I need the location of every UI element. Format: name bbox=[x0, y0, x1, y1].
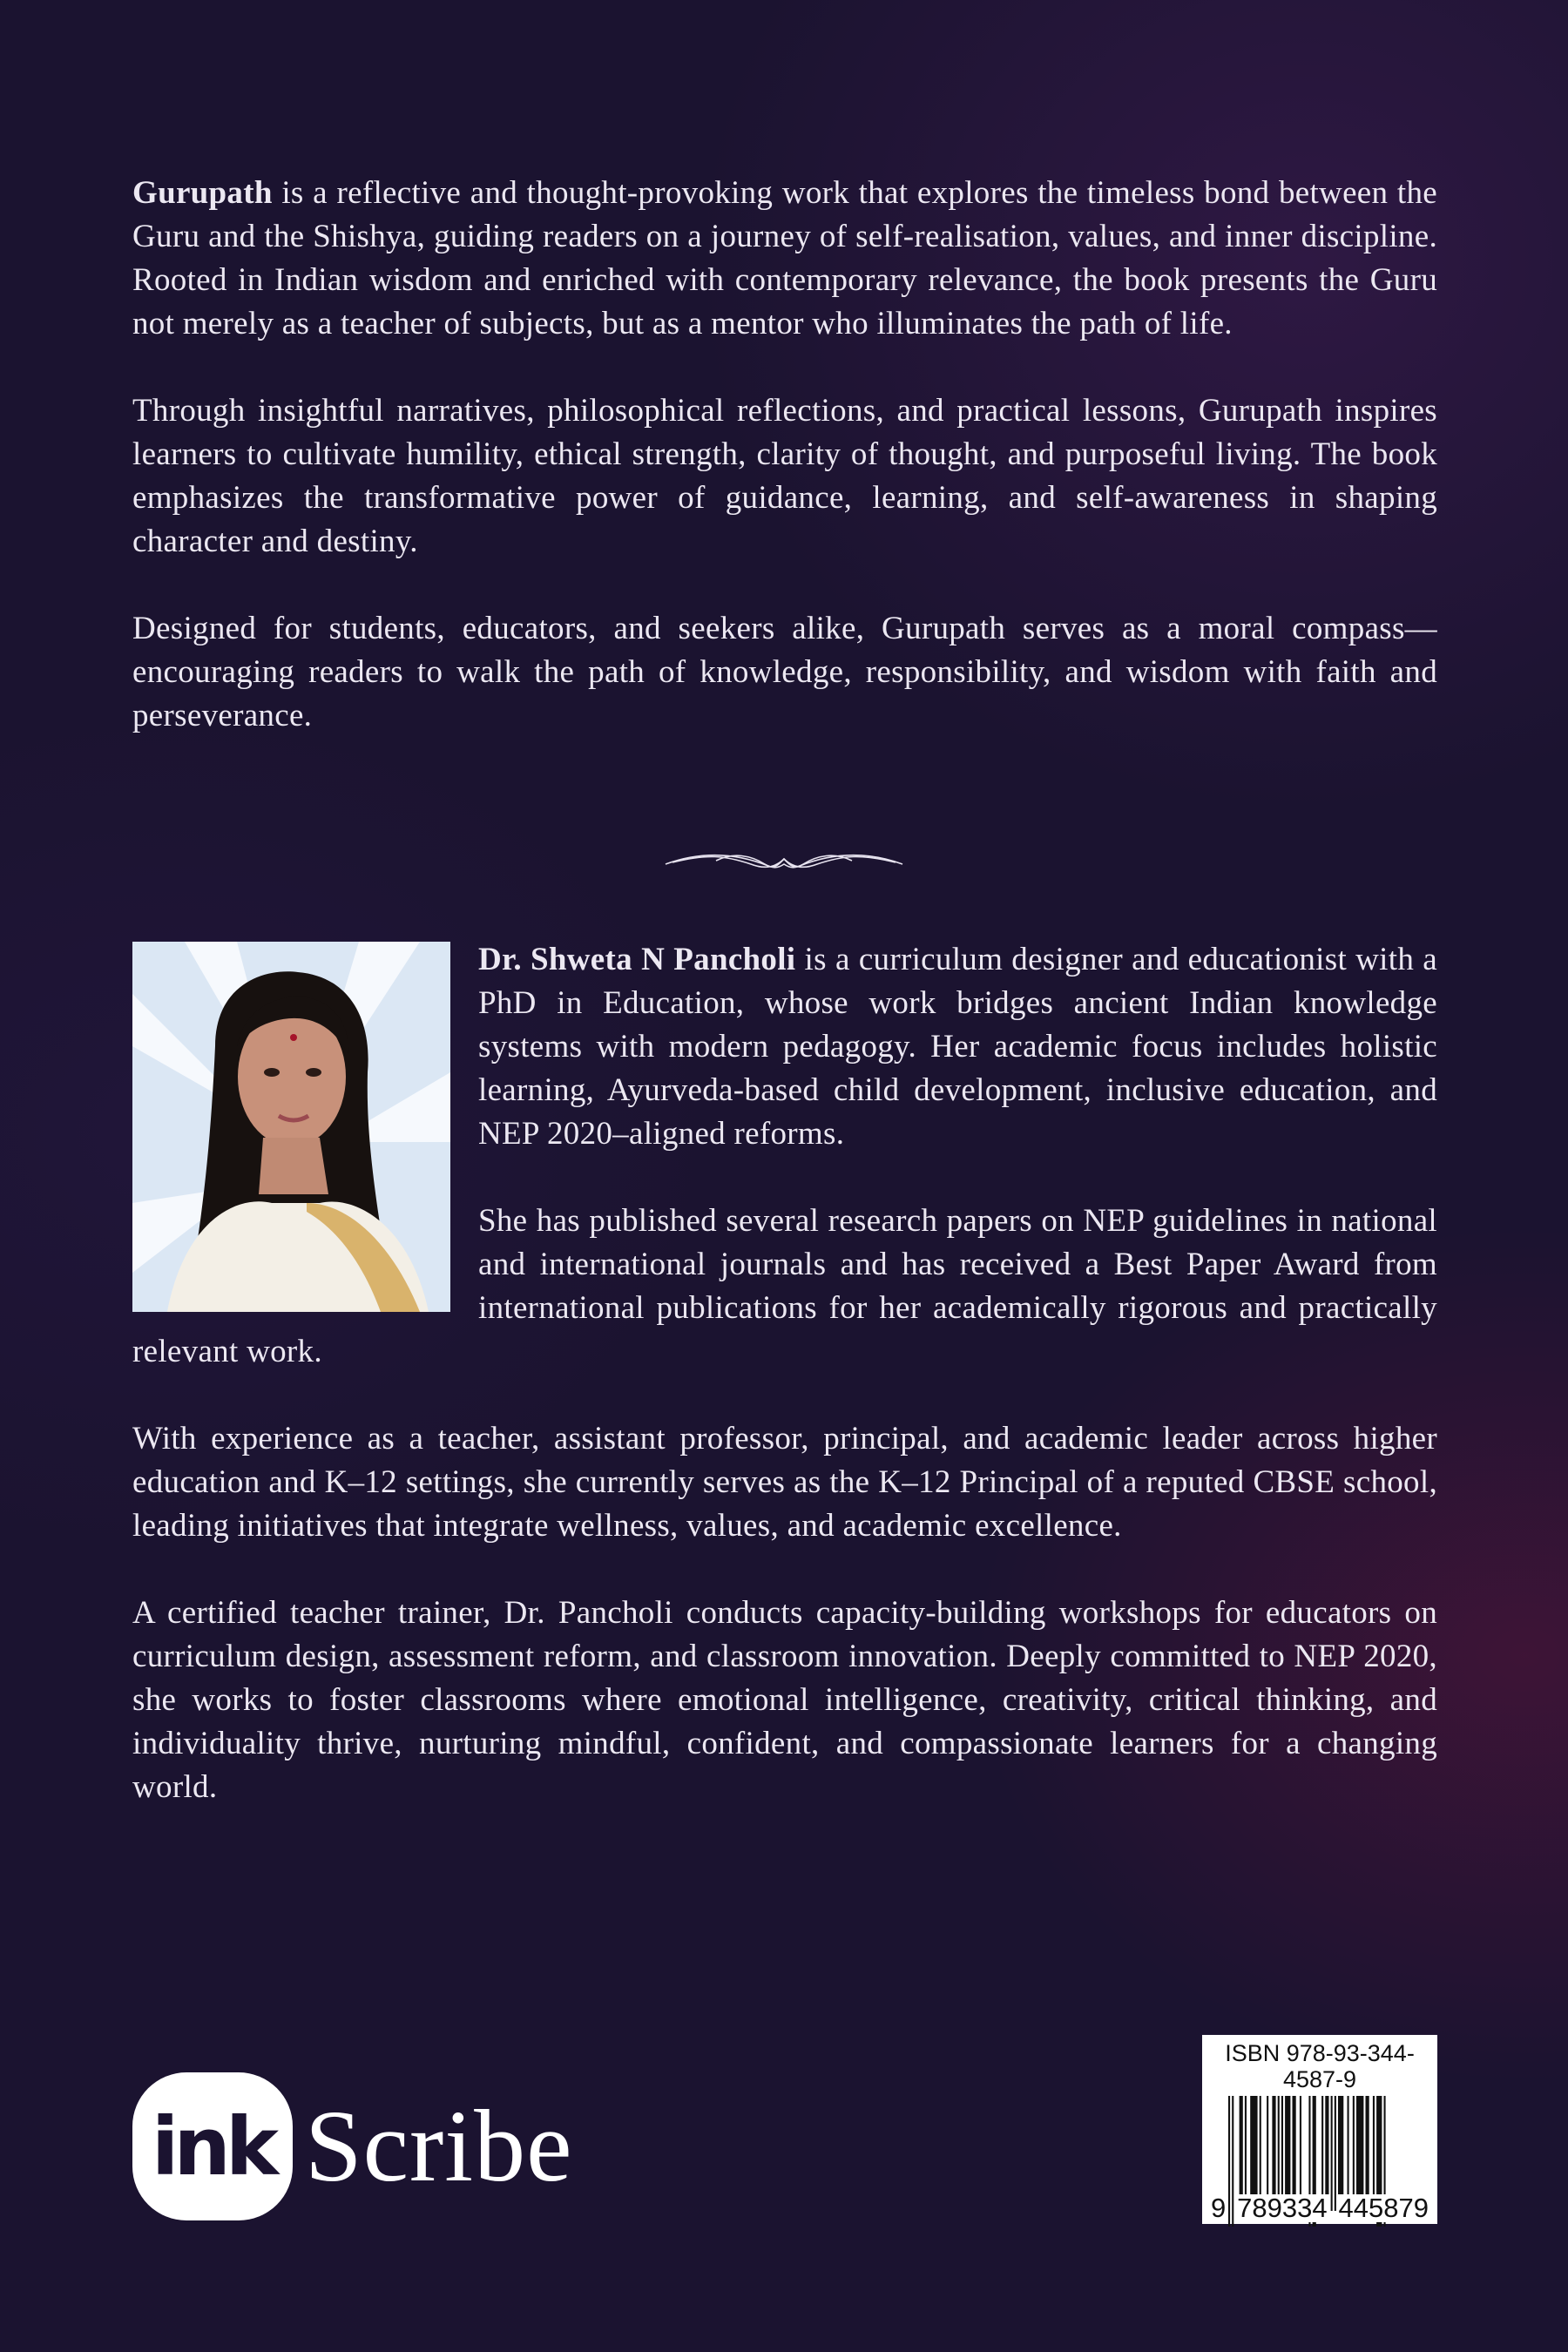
isbn-digits: 9 789334 445879 bbox=[1211, 2193, 1429, 2223]
book-title: Gurupath bbox=[132, 175, 273, 211]
publisher-name: Scribe bbox=[305, 2089, 573, 2203]
author-paragraph: A certified teacher trainer, Dr. Pancholi conducts capacity-building workshops for educators on curriculum design, assessment reform, and classroom innovation. Deeply committed to NEP 2020, she works to foster classrooms where emotional intelligence, creativity, critical thinking, and individuality thrive, nurturing mindful, confident, and compassionate learners for a changing world. bbox=[132, 1595, 1437, 1805]
author-paragraph: With experience as a teacher, assistant professor, principal, and academic leader across higher education and K–12 settings, she currently serves as the K–12 Principal of a reputed CBSE school, leading initiatives that integrate wellness, values, and academic excellence. bbox=[132, 1421, 1437, 1544]
ink-logo-mark: ink bbox=[132, 2072, 293, 2220]
blurb-paragraph: Through insightful narratives, philosophical reflections, and practical lessons, Gurupath inspires learners to cultivate humility, ethical strength, clarity of thought, and purposeful living. The book emphasizes the transformative power of guidance, learning, and self-awareness in shaping character and destiny. bbox=[132, 393, 1437, 559]
ornament-divider-icon bbox=[664, 847, 904, 878]
author-name: Dr. Shweta N Pancholi bbox=[478, 942, 796, 977]
isbn-barcode bbox=[1202, 2035, 1437, 2224]
blurb-paragraph: Gurupath is a reflective and thought-provoking work that explores the timeless bond between the Guru and the Shishya, guiding readers on a journey of self-realisation, values, and inner discipline. Rooted in Indian wisdom and enriched with contemporary relevance, the book presents the Guru not merely as a teacher of subjects, but as a mentor who illuminates the path of life. bbox=[132, 175, 1437, 341]
publisher-logo bbox=[132, 2072, 572, 2220]
author-paragraph: Dr. Shweta N Pancholi is a curriculum designer and educationist with a PhD in Education, whose work bridges ancient Indian knowledge systems with modern pedagogy. Her academic focus includes holistic learning, Ayurveda-based child development, inclusive education, and NEP 2020–aligned reforms. bbox=[478, 942, 1438, 1152]
book-blurb bbox=[132, 172, 1437, 781]
isbn-label: ISBN 978-93-344-4587-9 bbox=[1225, 2040, 1415, 2092]
author-photo bbox=[132, 942, 450, 1312]
author-paragraph: She has published several research papers on NEP guidelines in national and international journals and has received a Best Paper Award from international publications for her academically rigorous and practically relevant work. bbox=[132, 1203, 1437, 1369]
blurb-paragraph: Designed for students, educators, and seekers alike, Gurupath serves as a moral compass—encouraging readers to walk the path of knowledge, responsibility, and wisdom with faith and perseverance. bbox=[132, 611, 1437, 733]
author-bio bbox=[132, 938, 1437, 1853]
